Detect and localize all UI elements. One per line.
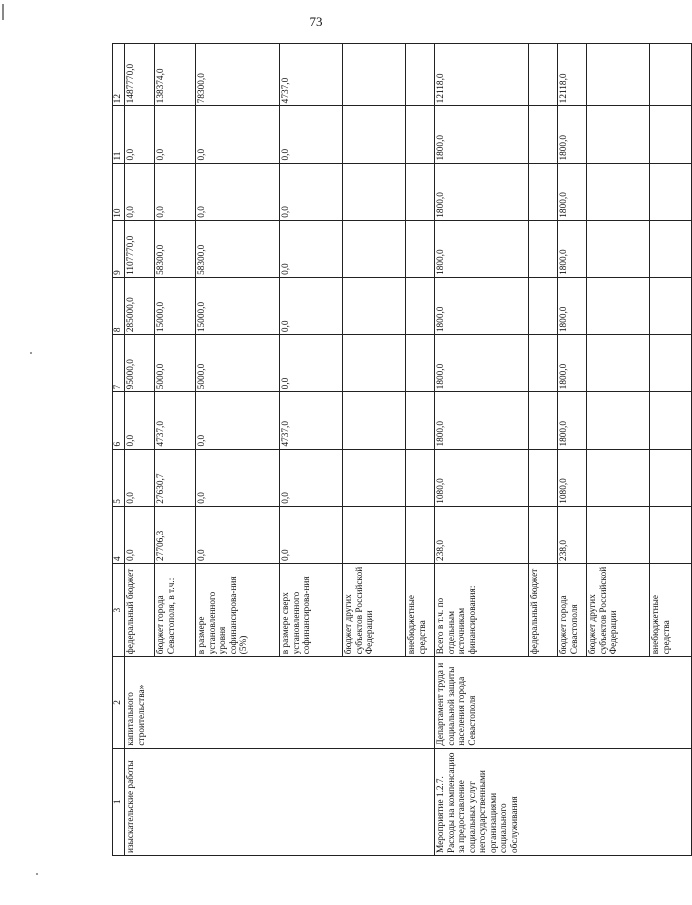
amount-cell: 1800,0	[435, 163, 529, 220]
amount-cell	[343, 392, 406, 449]
amount-cell	[529, 44, 558, 106]
amount-cell: 0,0	[280, 335, 343, 392]
amount-cell: 0,0	[155, 106, 196, 163]
amount-cell	[587, 335, 650, 392]
column-header: 5	[113, 449, 125, 506]
funding-source-cell: бюджет города Севастополя	[558, 563, 587, 656]
amount-cell	[650, 506, 692, 563]
amount-cell	[406, 163, 435, 220]
amount-cell	[587, 163, 650, 220]
column-header: 6	[113, 392, 125, 449]
amount-cell: 1800,0	[558, 106, 587, 163]
amount-cell	[343, 506, 406, 563]
amount-cell: 12118,0	[435, 44, 529, 106]
amount-cell	[343, 277, 406, 334]
amount-cell	[343, 106, 406, 163]
column-number-row	[113, 44, 125, 856]
amount-cell: 0,0	[280, 449, 343, 506]
amount-cell	[343, 220, 406, 277]
activity-name-cell: Мероприятие 1.2.7. Расходы на компенсацию за предоставление социальных услуг негосударственными организациями социального обслуживания	[435, 748, 692, 855]
amount-cell: 0,0	[196, 449, 280, 506]
amount-cell	[587, 506, 650, 563]
amount-cell	[650, 106, 692, 163]
column-header: 8	[113, 277, 125, 334]
column-header: 11	[113, 106, 125, 163]
amount-cell: 27706,3	[155, 506, 196, 563]
amount-cell: 0,0	[280, 106, 343, 163]
funding-source-cell: внебюджетные средства	[406, 563, 435, 656]
amount-cell: 78300,0	[196, 44, 280, 106]
amount-cell	[650, 449, 692, 506]
amount-cell	[587, 392, 650, 449]
amount-cell: 1080,0	[558, 449, 587, 506]
funding-source-cell: федеральный бюджет	[125, 563, 155, 656]
amount-cell	[343, 449, 406, 506]
amount-cell	[406, 449, 435, 506]
column-header: 9	[113, 220, 125, 277]
table-row	[125, 44, 155, 856]
amount-cell: 1800,0	[435, 392, 529, 449]
amount-cell	[406, 44, 435, 106]
amount-cell: 1800,0	[558, 392, 587, 449]
amount-cell: 1800,0	[435, 106, 529, 163]
column-header: 4	[113, 506, 125, 563]
amount-cell	[650, 277, 692, 334]
amount-cell	[650, 44, 692, 106]
amount-cell: 27630,7	[155, 449, 196, 506]
amount-cell	[587, 220, 650, 277]
amount-cell	[650, 163, 692, 220]
table-body	[125, 44, 692, 856]
amount-cell	[343, 335, 406, 392]
amount-cell	[529, 106, 558, 163]
funding-source-cell: в размере сверх установленного софинансирова-ния	[280, 563, 343, 656]
column-header: 1	[113, 748, 125, 855]
amount-cell: 0,0	[196, 106, 280, 163]
amount-cell: 4737,0	[280, 392, 343, 449]
amount-cell	[650, 220, 692, 277]
amount-cell: 58300,0	[155, 220, 196, 277]
amount-cell: 1800,0	[435, 335, 529, 392]
amount-cell: 0,0	[280, 220, 343, 277]
amount-cell: 1800,0	[558, 277, 587, 334]
amount-cell	[650, 392, 692, 449]
funding-source-cell: бюджет города Севастополя, в т.ч.:	[155, 563, 196, 656]
amount-cell: 1080,0	[435, 449, 529, 506]
executor-cell: капитального строительства»	[125, 657, 435, 748]
table-row	[435, 44, 529, 856]
amount-cell	[343, 163, 406, 220]
column-header: 2	[113, 657, 125, 748]
amount-cell: 1800,0	[558, 335, 587, 392]
page-number: 73	[309, 14, 323, 29]
amount-cell: 4737,0	[280, 44, 343, 106]
amount-cell: 12118,0	[558, 44, 587, 106]
column-header: 7	[113, 335, 125, 392]
amount-cell: 5000,0	[196, 335, 280, 392]
amount-cell: 15000,0	[155, 277, 196, 334]
funding-source-cell: внебюджетные средства	[650, 563, 692, 656]
amount-cell	[529, 449, 558, 506]
amount-cell: 0,0	[125, 163, 155, 220]
amount-cell: 95000,0	[125, 335, 155, 392]
amount-cell	[529, 220, 558, 277]
amount-cell	[587, 449, 650, 506]
amount-cell: 0,0	[196, 163, 280, 220]
amount-cell	[529, 163, 558, 220]
amount-cell: 0,0	[125, 392, 155, 449]
amount-cell: 1800,0	[558, 220, 587, 277]
amount-cell: 0,0	[196, 506, 280, 563]
amount-cell: 0,0	[155, 163, 196, 220]
amount-cell	[587, 106, 650, 163]
amount-cell: 1800,0	[558, 163, 587, 220]
amount-cell: 0,0	[196, 392, 280, 449]
amount-cell: 0,0	[280, 506, 343, 563]
amount-cell	[587, 277, 650, 334]
amount-cell: 1487770,0	[125, 44, 155, 106]
executor-cell: Департамент труда и социальной защиты населения города Севастополя	[435, 657, 692, 748]
amount-cell: 0,0	[280, 163, 343, 220]
funding-source-cell: бюджет других субъектов Российской Федерации	[343, 563, 406, 656]
scan-speck	[36, 873, 38, 875]
rotated-table-container	[112, 43, 672, 856]
budget-table	[112, 43, 692, 856]
amount-cell: 238,0	[435, 506, 529, 563]
amount-cell	[529, 277, 558, 334]
funding-source-cell: Всего в т.ч. по отдельным источникам финансирования:	[435, 563, 529, 656]
funding-source-cell: в размере установленного уровня софинансирова-ния (5%)	[196, 563, 280, 656]
column-header: 12	[113, 44, 125, 106]
column-header: 10	[113, 163, 125, 220]
amount-cell	[406, 106, 435, 163]
amount-cell	[529, 506, 558, 563]
amount-cell	[406, 392, 435, 449]
amount-cell	[406, 506, 435, 563]
amount-cell: 238,0	[558, 506, 587, 563]
amount-cell: 0,0	[125, 506, 155, 563]
amount-cell: 0,0	[125, 449, 155, 506]
activity-name-cell: изыскательские работы	[125, 748, 435, 855]
amount-cell: 0,0	[280, 277, 343, 334]
amount-cell: 1800,0	[435, 220, 529, 277]
amount-cell: 1800,0	[435, 277, 529, 334]
amount-cell	[406, 277, 435, 334]
amount-cell: 4737,0	[155, 392, 196, 449]
amount-cell	[343, 44, 406, 106]
amount-cell	[587, 44, 650, 106]
column-header: 3	[113, 563, 125, 656]
amount-cell: 0,0	[125, 106, 155, 163]
amount-cell	[650, 335, 692, 392]
amount-cell	[529, 392, 558, 449]
amount-cell: 15000,0	[196, 277, 280, 334]
amount-cell: 5000,0	[155, 335, 196, 392]
funding-source-cell: бюджет других субъектов Российской Федерации	[587, 563, 650, 656]
amount-cell: 58300,0	[196, 220, 280, 277]
amount-cell: 285000,0	[125, 277, 155, 334]
amount-cell: 138374,0	[155, 44, 196, 106]
amount-cell	[406, 335, 435, 392]
amount-cell	[406, 220, 435, 277]
amount-cell: 1107770,0	[125, 220, 155, 277]
amount-cell	[529, 335, 558, 392]
scan-speck	[30, 352, 32, 354]
funding-source-cell: федеральный бюджет	[529, 563, 558, 656]
